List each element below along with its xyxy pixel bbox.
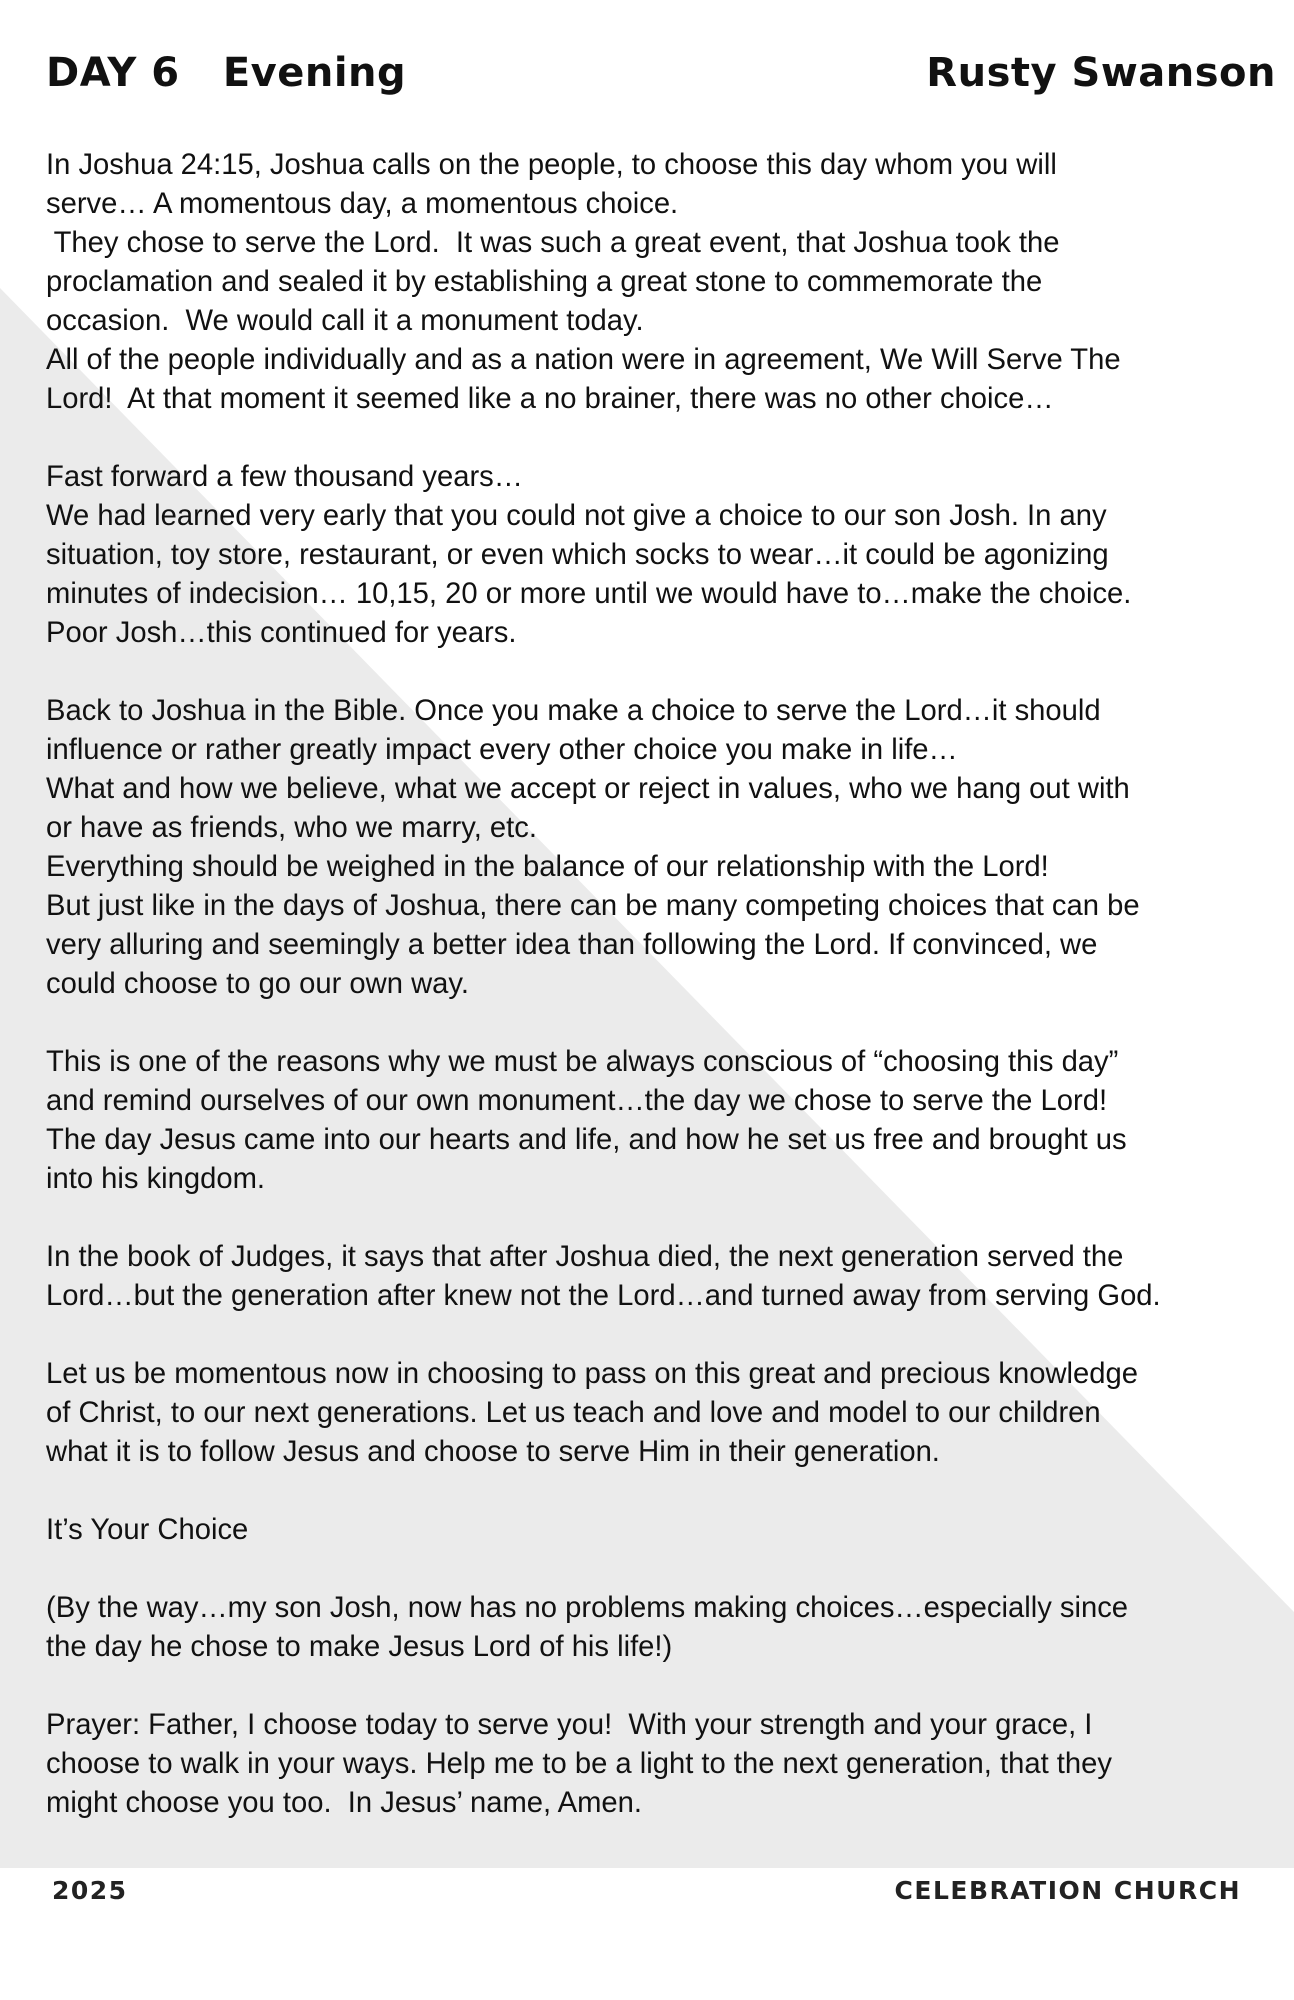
text-line: occasion. We would call it a monument today.: [46, 305, 644, 337]
text-line: They chose to serve the Lord. It was such a great event, that Joshua took the: [46, 227, 1060, 259]
text-line: serve… A momentous day, a momentous choice.: [46, 188, 679, 220]
blank-line: [46, 1316, 1286, 1355]
text-line: could choose to go our own way.: [46, 968, 469, 1000]
devotional-body: [46, 146, 1286, 1823]
text-line: the day he chose to make Jesus Lord of his life!): [46, 1631, 673, 1663]
text-line: situation, toy store, restaurant, or even which socks to wear…it could be agonizing: [46, 539, 1109, 571]
blank-line: [46, 1472, 1286, 1511]
text-line: very alluring and seemingly a better idea than following the Lord. If convinced, we: [46, 929, 1098, 961]
text-line: What and how we believe, what we accept or reject in values, who we hang out with: [46, 773, 1130, 805]
author-name: Rusty Swanson: [926, 50, 1276, 96]
text-line: We had learned very early that you could not give a choice to our son Josh. In any: [46, 500, 1107, 532]
text-line: In Joshua 24:15, Joshua calls on the people, to choose this day whom you will: [46, 149, 1057, 181]
text-line: Poor Josh…this continued for years.: [46, 617, 517, 649]
text-line: The day Jesus came into our hearts and life, and how he set us free and brought us: [46, 1124, 1127, 1156]
text-line: Lord! At that moment it seemed like a no brainer, there was no other choice…: [46, 383, 1054, 415]
text-line: choose to walk in your ways. Help me to be a light to the next generation, that they: [46, 1748, 1112, 1780]
text-line: of Christ, to our next generations. Let us teach and love and model to our children: [46, 1397, 1101, 1429]
text-line: But just like in the days of Joshua, there can be many competing choices that can be: [46, 890, 1140, 922]
blank-line: [46, 419, 1286, 458]
text-line: Prayer: Father, I choose today to serve you! With your strength and your grace, I: [46, 1709, 1093, 1741]
blank-line: [46, 1004, 1286, 1043]
footer-church-name: CELEBRATION CHURCH: [894, 1876, 1241, 1905]
blank-line: [46, 1199, 1286, 1238]
text-line: Everything should be weighed in the balance of our relationship with the Lord!: [46, 851, 1049, 883]
page-header: [46, 50, 1276, 110]
blank-line: [46, 1667, 1286, 1706]
text-line: Let us be momentous now in choosing to pass on this great and precious knowledge: [46, 1358, 1138, 1390]
text-line: what it is to follow Jesus and choose to serve Him in their generation.: [46, 1436, 940, 1468]
text-line: It’s Your Choice: [46, 1514, 249, 1546]
text-line: or have as friends, who we marry, etc.: [46, 812, 537, 844]
footer-year: 2025: [52, 1876, 128, 1905]
text-line: influence or rather greatly impact every other choice you make in life…: [46, 734, 958, 766]
day-title: DAY 6 Evening: [46, 50, 407, 96]
blank-line: [46, 653, 1286, 692]
text-line: Lord…but the generation after knew not the Lord…and turned away from serving God.: [46, 1280, 1161, 1312]
text-line: Back to Joshua in the Bible. Once you make a choice to serve the Lord…it should: [46, 695, 1101, 727]
text-line: into his kingdom.: [46, 1163, 266, 1195]
text-line: minutes of indecision… 10,15, 20 or more until we would have to…make the choice.: [46, 578, 1132, 610]
text-line: might choose you too. In Jesus’ name, Amen.: [46, 1787, 642, 1819]
blank-line: [46, 1550, 1286, 1589]
text-line: Fast forward a few thousand years…: [46, 461, 523, 493]
text-line: (By the way…my son Josh, now has no problems making choices…especially since: [46, 1592, 1129, 1624]
text-line: This is one of the reasons why we must be always conscious of “choosing this day”: [46, 1046, 1119, 1078]
text-line: proclamation and sealed it by establishing a great stone to commemorate the: [46, 266, 1043, 298]
text-line: and remind ourselves of our own monument…the day we chose to serve the Lord!: [46, 1085, 1108, 1117]
text-line: All of the people individually and as a nation were in agreement, We Will Serve The: [46, 344, 1121, 376]
text-line: In the book of Judges, it says that after Joshua died, the next generation served the: [46, 1241, 1124, 1273]
